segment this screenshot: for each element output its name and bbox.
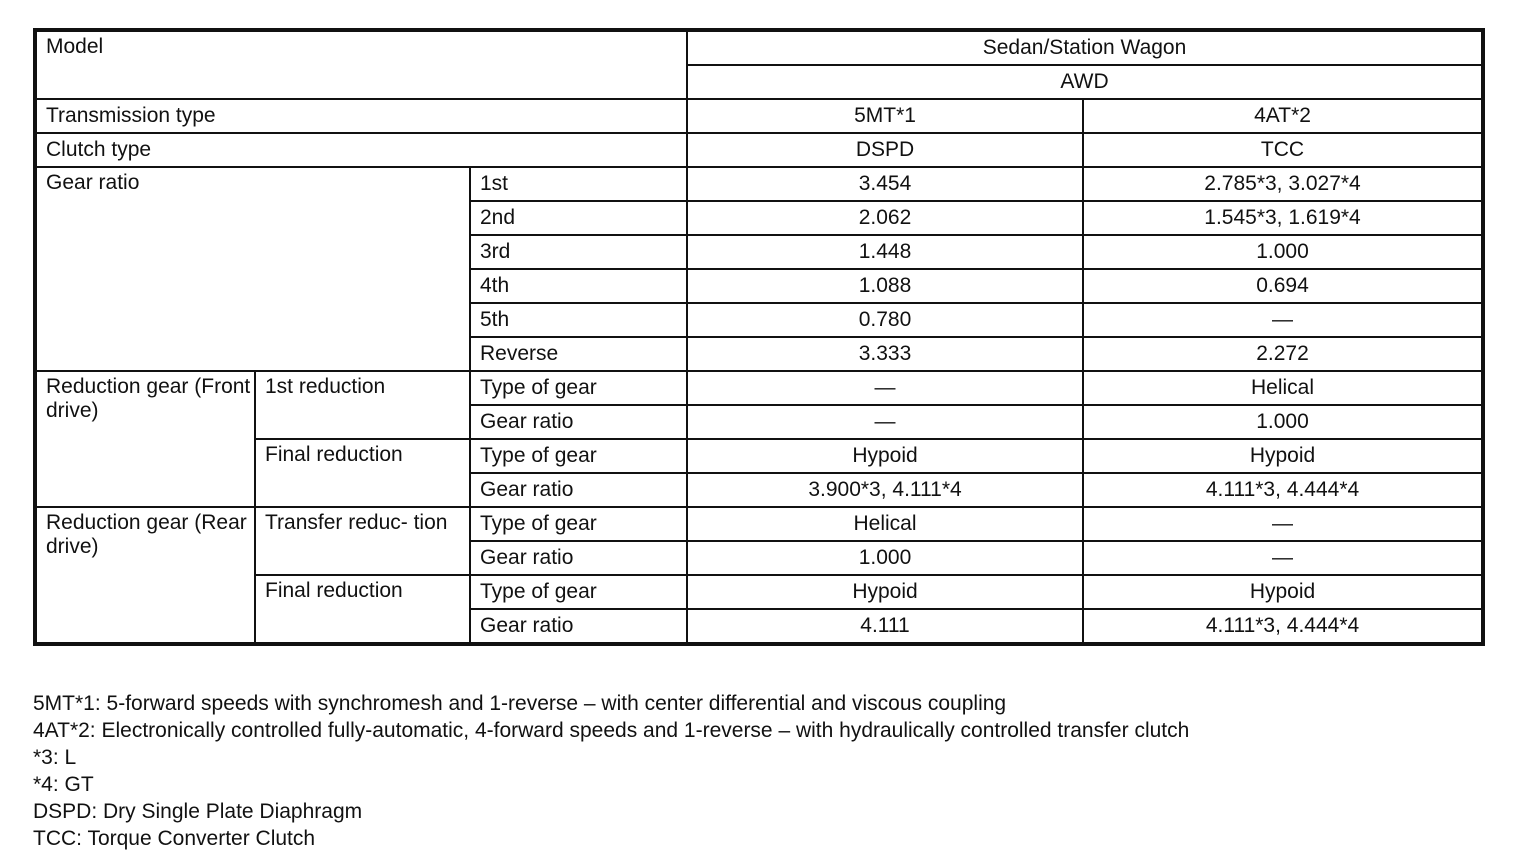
footnote-dspd: DSPD: Dry Single Plate Diaphragm <box>33 800 363 823</box>
gear-name: 3rd <box>470 235 687 269</box>
item-at-value: — <box>1083 507 1483 541</box>
footnote-5mt: 5MT*1: 5-forward speeds with synchromesh and 1-reverse – with center differential and viscous coupling <box>33 692 1007 715</box>
transmission-label: Transmission type <box>35 99 687 133</box>
table-row <box>35 167 1483 201</box>
gear-name: 2nd <box>470 201 687 235</box>
front-drive-label: Reduction gear (Front drive) <box>35 371 255 507</box>
gear-at-value: 2.272 <box>1083 337 1483 371</box>
table-row <box>35 507 1483 541</box>
gear-at-value: 1.000 <box>1083 235 1483 269</box>
gear-name: 1st <box>470 167 687 201</box>
table-row <box>35 133 1483 167</box>
footnote-l: *3: L <box>33 746 77 769</box>
item-mt-value: 1.000 <box>687 541 1083 575</box>
gear-mt-value: 1.088 <box>687 269 1083 303</box>
item-label: Type of gear <box>470 371 687 405</box>
gear-name: 5th <box>470 303 687 337</box>
specification-table <box>33 28 1485 646</box>
item-label: Type of gear <box>470 507 687 541</box>
item-label: Gear ratio <box>470 405 687 439</box>
gear-name: Reverse <box>470 337 687 371</box>
item-mt-value: Hypoid <box>687 575 1083 609</box>
gear-ratio-label: Gear ratio <box>35 167 470 371</box>
rear-transfer-reduction-label: Transfer reduc- tion <box>255 507 470 575</box>
gear-at-value: 1.545*3, 1.619*4 <box>1083 201 1483 235</box>
front-final-reduction-label: Final reduction <box>255 439 470 507</box>
model-label: Model <box>35 30 687 99</box>
table-row <box>35 30 1483 65</box>
clutch-mt: DSPD <box>687 133 1083 167</box>
item-at-value: 1.000 <box>1083 405 1483 439</box>
clutch-label: Clutch type <box>35 133 687 167</box>
footnote-gt: *4: GT <box>33 773 94 796</box>
gear-mt-value: 1.448 <box>687 235 1083 269</box>
item-at-value: 4.111*3, 4.444*4 <box>1083 609 1483 644</box>
item-mt-value: 3.900*3, 4.111*4 <box>687 473 1083 507</box>
item-at-value: Hypoid <box>1083 439 1483 473</box>
item-at-value: — <box>1083 541 1483 575</box>
clutch-at: TCC <box>1083 133 1483 167</box>
footnote-tcc: TCC: Torque Converter Clutch <box>33 827 316 850</box>
item-mt-value: — <box>687 371 1083 405</box>
footnotes <box>33 690 1189 852</box>
rear-drive-label: Reduction gear (Rear drive) <box>35 507 255 644</box>
gear-name: 4th <box>470 269 687 303</box>
transmission-at: 4AT*2 <box>1083 99 1483 133</box>
gear-mt-value: 2.062 <box>687 201 1083 235</box>
item-mt-value: Hypoid <box>687 439 1083 473</box>
model-value: Sedan/Station Wagon <box>687 30 1483 65</box>
gear-mt-value: 3.454 <box>687 167 1083 201</box>
item-label: Type of gear <box>470 575 687 609</box>
item-at-value: Hypoid <box>1083 575 1483 609</box>
item-mt-value: 4.111 <box>687 609 1083 644</box>
item-at-value: 4.111*3, 4.444*4 <box>1083 473 1483 507</box>
front-first-reduction-label: 1st reduction <box>255 371 470 439</box>
item-label: Gear ratio <box>470 473 687 507</box>
transmission-mt: 5MT*1 <box>687 99 1083 133</box>
rear-final-reduction-label: Final reduction <box>255 575 470 644</box>
item-at-value: Helical <box>1083 371 1483 405</box>
item-mt-value: — <box>687 405 1083 439</box>
item-label: Gear ratio <box>470 609 687 644</box>
item-label: Type of gear <box>470 439 687 473</box>
gear-at-value: 0.694 <box>1083 269 1483 303</box>
gear-at-value: — <box>1083 303 1483 337</box>
item-mt-value: Helical <box>687 507 1083 541</box>
footnote-4at: 4AT*2: Electronically controlled fully-automatic, 4-forward speeds and 1-reverse – with hydraulically controlled transfer clutch <box>33 719 1190 742</box>
gear-mt-value: 3.333 <box>687 337 1083 371</box>
table-row <box>35 371 1483 405</box>
drive-value: AWD <box>687 65 1483 99</box>
table-row <box>35 99 1483 133</box>
gear-mt-value: 0.780 <box>687 303 1083 337</box>
gear-at-value: 2.785*3, 3.027*4 <box>1083 167 1483 201</box>
item-label: Gear ratio <box>470 541 687 575</box>
